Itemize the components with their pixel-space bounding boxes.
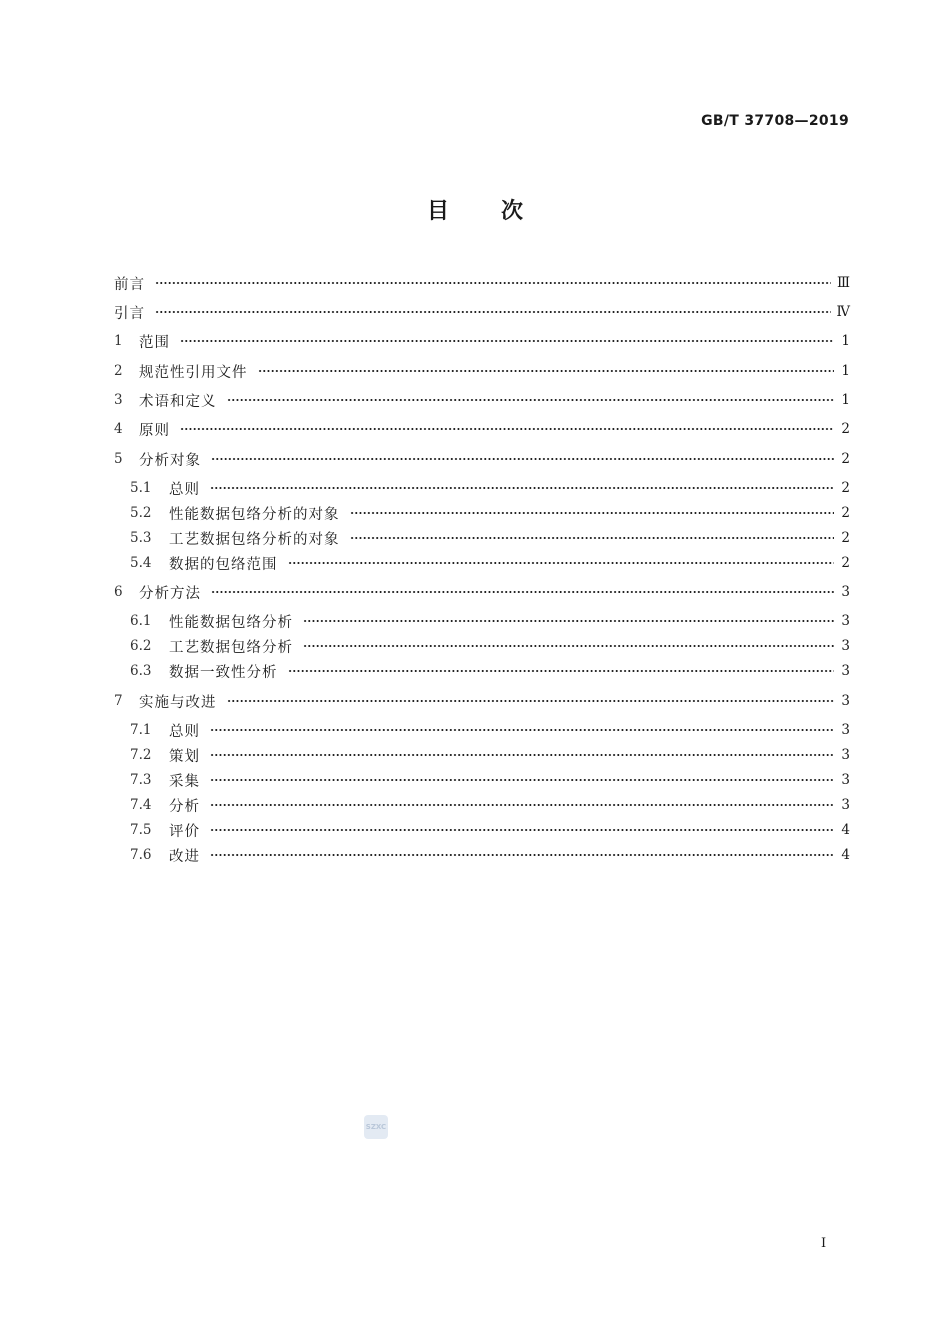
toc-dot-leader [210, 829, 834, 831]
toc-entry-number: 5.1 [130, 480, 152, 496]
toc-entry-title: 性能数据包络分析 [169, 614, 293, 631]
toc-entry-title: 改进 [169, 848, 200, 865]
toc-dot-leader [350, 537, 835, 539]
toc-entry-page: 3 [841, 584, 850, 600]
toc-entry[interactable] [114, 418, 850, 440]
toc-entry-title: 规范性引用文件 [139, 364, 248, 381]
toc-entry[interactable] [130, 552, 850, 574]
toc-entry-title: 评价 [169, 823, 200, 840]
toc-entry[interactable] [114, 448, 850, 470]
toc-entry-number: 5.4 [130, 555, 152, 571]
toc-dot-leader [210, 779, 834, 781]
toc-entry-page: 1 [841, 333, 850, 349]
toc-entry-page: 4 [841, 847, 850, 863]
toc-dot-leader [155, 282, 831, 284]
page-number: I [821, 1236, 827, 1251]
toc-entry-number: 7.3 [130, 772, 152, 788]
toc-dot-leader [210, 729, 834, 731]
watermark-logo: SZXC [364, 1115, 388, 1139]
toc-entry-page: 3 [841, 722, 850, 738]
toc-entry-page: Ⅳ [836, 304, 850, 320]
toc-entry-title: 分析方法 [139, 585, 201, 602]
toc-entry-number: 7.2 [130, 747, 152, 763]
toc-entry-page: 3 [841, 747, 850, 763]
toc-entry[interactable] [114, 360, 850, 382]
toc-entry-page: 3 [841, 693, 850, 709]
toc-entry-number: 3 [114, 392, 123, 408]
toc-entry[interactable] [130, 660, 850, 682]
toc-entry-number: 5.2 [130, 505, 152, 521]
toc-entry-number: 5 [114, 451, 123, 467]
toc-entry[interactable] [130, 719, 850, 741]
toc-entry-title: 分析对象 [139, 452, 201, 469]
toc-entry-title: 前言 [114, 276, 145, 293]
toc-entry-page: 2 [841, 480, 850, 496]
toc-entry-title: 原则 [139, 422, 170, 439]
toc-dot-leader [211, 458, 834, 460]
toc-entry-page: 2 [841, 555, 850, 571]
toc-entry[interactable] [130, 769, 850, 791]
toc-entry-page: 2 [841, 505, 850, 521]
toc-entry-number: 6.1 [130, 613, 152, 629]
toc-entry[interactable] [130, 635, 850, 657]
toc-entry-page: 3 [841, 772, 850, 788]
toc-entry-title: 总则 [169, 481, 200, 498]
toc-dot-leader [350, 512, 835, 514]
toc-entry-title: 分析 [169, 798, 200, 815]
toc-dot-leader [180, 340, 834, 342]
toc-dot-leader [227, 399, 835, 401]
toc-entry-title: 范围 [139, 334, 170, 351]
toc-entry[interactable] [130, 844, 850, 866]
toc-dot-leader [303, 620, 834, 622]
toc-dot-leader [258, 370, 835, 372]
toc-entry[interactable] [114, 690, 850, 712]
toc-entry[interactable] [130, 477, 850, 499]
toc-entry-page: 3 [841, 638, 850, 654]
toc-entry-number: 6 [114, 584, 123, 600]
toc-entry[interactable] [130, 610, 850, 632]
toc-entry-title: 工艺数据包络分析的对象 [169, 531, 340, 548]
toc-entry-title: 引言 [114, 305, 145, 322]
toc-entry-title: 数据的包络范围 [169, 556, 278, 573]
toc-entry-number: 1 [114, 333, 123, 349]
toc-dot-leader [288, 562, 835, 564]
toc-entry-page: 1 [841, 392, 850, 408]
toc-entry-number: 7.5 [130, 822, 152, 838]
toc-entry[interactable] [114, 330, 850, 352]
standard-code: GB/T 37708—2019 [701, 113, 849, 129]
toc-entry-title: 性能数据包络分析的对象 [169, 506, 340, 523]
toc-entry[interactable] [130, 502, 850, 524]
toc-dot-leader [210, 487, 834, 489]
toc-entry-title: 数据一致性分析 [169, 664, 278, 681]
toc-dot-leader [288, 670, 835, 672]
toc-entry-number: 2 [114, 363, 123, 379]
toc-entry-page: 2 [841, 421, 850, 437]
toc-entry-page: 1 [841, 363, 850, 379]
toc-title: 目次 [426, 199, 575, 224]
toc-entry-number: 7.4 [130, 797, 152, 813]
toc-dot-leader [210, 754, 834, 756]
toc-entry-title: 实施与改进 [139, 694, 217, 711]
toc-entry-number: 7 [114, 693, 123, 709]
toc-entry-number: 7.1 [130, 722, 152, 738]
toc-entry-title: 策划 [169, 748, 200, 765]
toc-entry[interactable] [130, 527, 850, 549]
toc-entry-page: 3 [841, 663, 850, 679]
toc-entry[interactable] [114, 272, 850, 294]
toc-entry-title: 术语和定义 [139, 393, 217, 410]
toc-entry[interactable] [114, 581, 850, 603]
toc-dot-leader [210, 804, 834, 806]
toc-entry-number: 6.2 [130, 638, 152, 654]
toc-dot-leader [227, 700, 835, 702]
toc-entry-title: 采集 [169, 773, 200, 790]
toc-entry-number: 4 [114, 421, 123, 437]
toc-entry-page: 3 [841, 797, 850, 813]
toc-entry-page: 2 [841, 530, 850, 546]
toc-entry[interactable] [130, 794, 850, 816]
toc-dot-leader [210, 854, 834, 856]
toc-entry-page: 3 [841, 613, 850, 629]
toc-dot-leader [303, 645, 834, 647]
toc-entry-page: Ⅲ [836, 275, 850, 291]
toc-entry[interactable] [114, 301, 850, 323]
toc-entry-title: 工艺数据包络分析 [169, 639, 293, 656]
toc-entry[interactable] [114, 389, 850, 411]
toc-entry[interactable] [130, 819, 850, 841]
toc-entry[interactable] [130, 744, 850, 766]
toc-entry-number: 7.6 [130, 847, 152, 863]
toc-entry-page: 4 [841, 822, 850, 838]
toc-entry-title: 总则 [169, 723, 200, 740]
toc-entry-number: 6.3 [130, 663, 152, 679]
toc-entry-page: 2 [841, 451, 850, 467]
toc-entry-number: 5.3 [130, 530, 152, 546]
toc-dot-leader [180, 428, 834, 430]
toc-dot-leader [155, 311, 831, 313]
toc-dot-leader [211, 591, 834, 593]
